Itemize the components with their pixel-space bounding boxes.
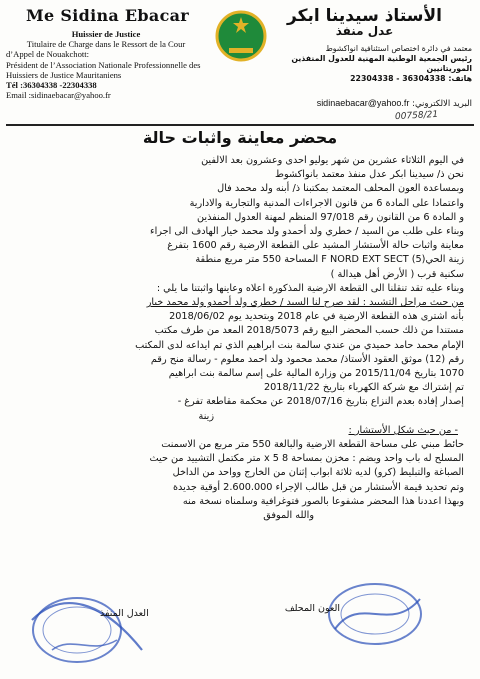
official-stamp-right: [315, 574, 435, 654]
document-body: [18, 154, 464, 523]
bailiff-role-ar: عدل منفذ: [335, 24, 394, 38]
body-line: و المادة 6 من القانون رقم 97/018 المنظم لمهنة العدول المنفذين: [197, 211, 464, 223]
body-line: من حيث مراحل التشييد : لقد صرح لنا السيد / خطري ولد أحمدو ولد محمد خيار: [146, 297, 464, 309]
signature-bailiff: العدل المنفذ: [100, 608, 149, 619]
body-line: زينة: [198, 410, 214, 422]
body-line: وبناء عليه تقد تنقلنا الى القطعة الارضية المذكورة اعلاه وعاينها واثبتنا ما يلي :: [156, 282, 464, 294]
body-line: واعتمادا على المادة 6 من قانون الاجراءات المدنية والتجارية والادارية: [189, 197, 464, 209]
bailiff-line2-ar: رئيس الجمعية الوطنية المهنية للعدول المنفذين الموريتانيين: [291, 54, 472, 73]
serial-number: 00758/21: [394, 109, 439, 123]
email-label-ar: البريد الالكتروني:: [412, 99, 472, 109]
signature-sworn-agent: العون المحلف: [284, 603, 340, 614]
document-title: محضر معاينة واثبات حالة: [142, 128, 338, 147]
bailiff-line4-fr: Huissiers de Justice Mauritaniens: [6, 69, 122, 80]
phone-ar: هاتف: 36304338 - 22304338: [350, 74, 472, 83]
body-line: سكنية قرب ( الأرض أهل هيدالة ): [330, 268, 464, 280]
body-line: معاينة واثبات حالة الأستشار المشيد على القطعة الارضية رقم 1600 بتفرغ: [167, 240, 464, 252]
bailiff-name-ar: الأستاذ سيدينا ابكر: [287, 6, 442, 26]
body-line: رقم (12) موثق العقود الأستاذ/ محمد محمود ولد احمد معلوم - رسالة منح رقم: [150, 353, 464, 365]
body-line: وبهذا اعددنا هذا المحضر مشفوعا بالصور فتوغرافية وسلمناه نسخة منه: [182, 495, 464, 507]
email-fr: Email :sidinaebacar@yahoo.fr: [6, 90, 111, 101]
bailiff-line2-fr: d’Appel de Nouakchott:: [6, 49, 90, 60]
bailiff-name-fr: Me Sidina Ebacar: [26, 6, 190, 25]
phone-fr: Tél :36304338 -22304338: [6, 80, 97, 91]
body-line: مستندا من ذلك حسب المحضر البيع رقم 2018/5073 المعد من طرف مكتب: [154, 325, 464, 337]
body-line: - من حيث شكل الأستشار :: [348, 424, 458, 436]
body-line: في اليوم الثلاثاء عشرين من شهر يوليو احدى وعشرون بعد الالفين: [201, 155, 464, 166]
body-line: الصباغة والتبليط (كرو) لديه ثلاثة ابواب إثنان من الخارج وواحد من الداخل: [172, 467, 464, 479]
bailiff-header-ar: [257, 6, 472, 38]
bailiff-role-fr: Huissier de Justice: [71, 29, 141, 39]
body-line: المسلح له باب واحد وبضم : مخزن بمساحة 8 x 5 متر مكتمل التشييد من حيث: [149, 453, 464, 465]
official-stamp-left: [22, 580, 152, 670]
bailiff-details-fr: [6, 29, 206, 100]
body-line: نحن ذ/ سيدينا ابكر عدل منفذ معتمد بانواكشوط: [275, 169, 464, 181]
body-line: والله الموفق: [263, 510, 314, 522]
bailiff-line3-fr: Président de l’Association Nationale Professionnelle des: [6, 59, 201, 70]
email-ar: [252, 98, 472, 109]
body-line: الإمام محمد حامد حميدي من عندي سالمة بنت ابراهيم الذي تم ايداعه لدى المكتب: [135, 339, 464, 351]
body-line: وتم تحديد قيمة الأستشار من قبل طالب الإجراء 2.600.000 أوقية جديدة: [172, 481, 464, 493]
body-line: إصدار إفادة بعدم النزاع بتاريخ 2018/07/16 عن محكمة مقاطعة تفرغ -: [177, 396, 464, 408]
body-line: بأنه اشترى هذه القطعة الارضية في عام 2018 وبتحديد يوم 2018/06/02: [169, 311, 464, 323]
bailiff-line1-fr: Titulaire de Charge dans le Ressort de la Cour: [26, 39, 186, 50]
body-line: 1070 بتاريخ 2015/11/04 من وزارة المالية على إسم سالمة بنت ابراهيم: [168, 368, 464, 380]
bailiff-details-ar: [262, 44, 472, 84]
email-address: sidinaebacar@yahoo.fr: [316, 98, 410, 108]
header-divider: [6, 124, 474, 126]
body-line: حائط مبني على مساحة القطعة الارضية والبالغة 550 متر مربع من الاسمنت: [161, 439, 464, 451]
body-line: زينة الحي(5) F NORD EXT SECT المساحة 550 متر مربع منطقة: [195, 254, 464, 266]
body-line: وبناء على طلب من السيد / خطري ولد أحمدو ولد محمد خيار الهادف الى اجراء: [150, 226, 464, 238]
body-line: وبمساعدة العون المحلف المعتمد بمكتبنا ذ/ أبنه ولد محمد فال: [217, 183, 464, 195]
bailiff-line1-ar: معتمد في دائرة اختصاص استئنافية انواكشوط: [325, 44, 472, 53]
body-line: تم إشتراك مع شركة الكهرباء بتاريخ 2018/11/22: [263, 382, 464, 394]
